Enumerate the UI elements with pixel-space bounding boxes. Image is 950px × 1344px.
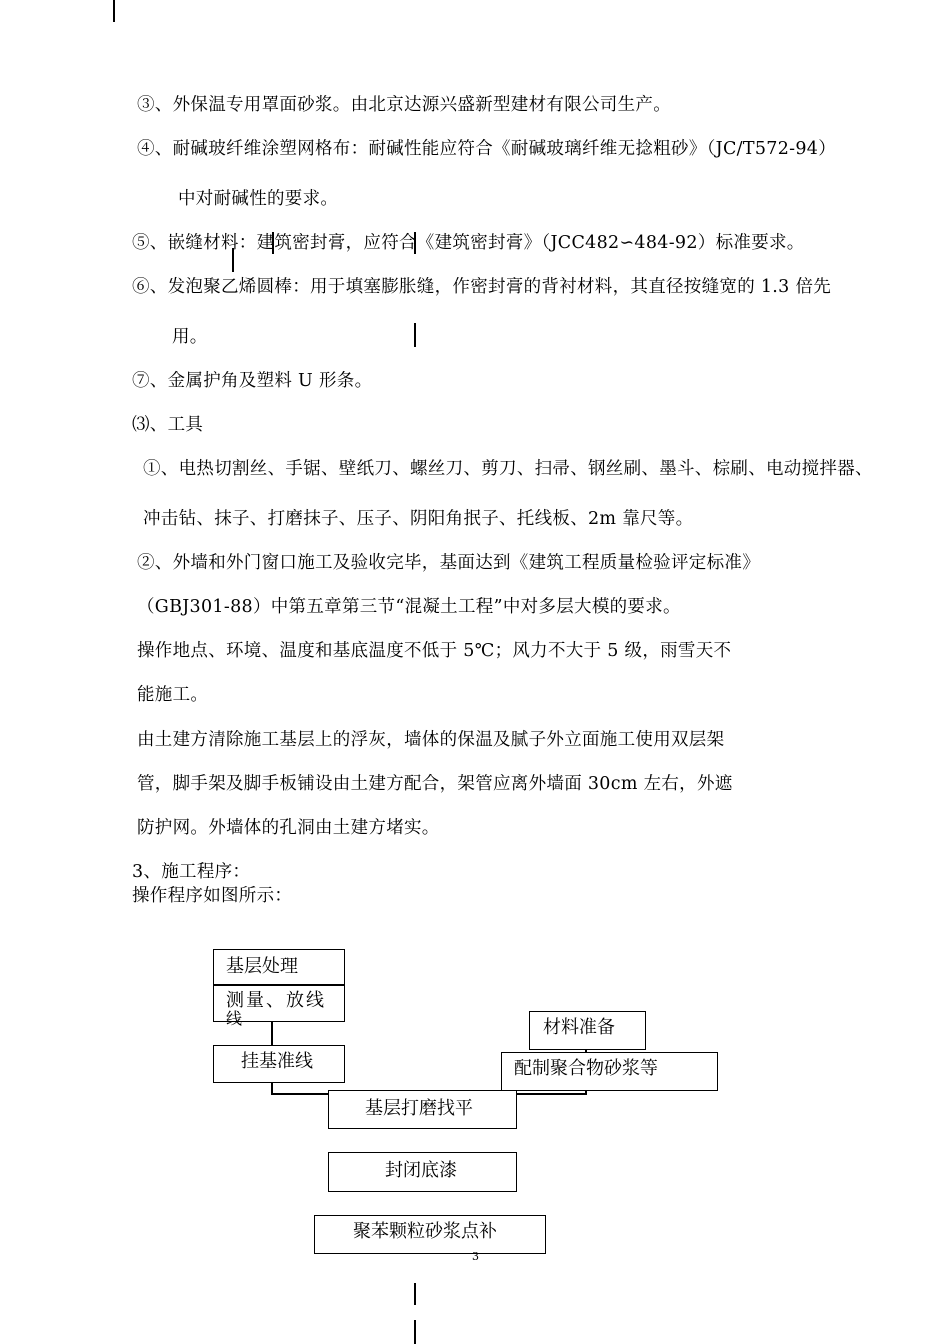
flow-box-label: 聚苯颗粒砂浆点补 (353, 1221, 497, 1242)
flow-connector (515, 1093, 587, 1095)
flow-box-grind (328, 1090, 517, 1129)
flow-box-label: 材料准备 (543, 1017, 615, 1038)
paragraph-line: 管，脚手架及脚手板铺设由土建方配合，架管应离外墙面 30cm 左右，外遮 (137, 774, 733, 794)
flow-box-label: 测量、放线 (226, 990, 326, 1011)
paragraph-line: 中对耐碱性的要求。 (178, 189, 339, 209)
paragraph-line: ③、外保温专用罩面砂浆。由北京达源兴盛新型建材有限公司生产。 (137, 95, 671, 115)
flow-box-hang-line (213, 1045, 345, 1083)
stray-rule-mark (414, 1283, 416, 1305)
flow-box-material-prep (529, 1011, 646, 1050)
flow-box-label: 挂基准线 (241, 1051, 313, 1072)
paragraph-line: 冲击钻、抹子、打磨抹子、压子、阴阳角抿子、托线板、2m 靠尺等。 (143, 509, 694, 529)
section-heading: 3、施工程序： (132, 862, 251, 882)
paragraph-line: 操作地点、环境、温度和基底温度不低于 5℃；风力不大于 5 级，雨雪天不 (137, 641, 732, 661)
flow-box-label: 配制聚合物砂浆等 (514, 1058, 658, 1079)
section-heading: ⑶、工具 (132, 415, 204, 435)
flow-box-seal-primer (328, 1152, 517, 1192)
flow-box-divider (214, 984, 344, 986)
paragraph-line: ⑦、金属护角及塑料 U 形条。 (132, 371, 373, 391)
paragraph-line: ②、外墙和外门窗口施工及验收完毕，基面达到《建筑工程质量检验评定标准》 (137, 553, 760, 573)
paragraph-line: （GBJ301-88）中第五章第三节“混凝土工程”中对多层大模的要求。 (137, 597, 681, 617)
flow-connector (271, 1021, 273, 1047)
page-edge-mark (113, 0, 115, 22)
paragraph-line: ④、耐碱玻纤维涂塑网格布：耐碱性能应符合《耐碱玻璃纤维无捻粗砂》（JC/T572-94） (137, 139, 837, 159)
stray-rule-mark (414, 1320, 416, 1344)
paragraph-line: ⑤、嵌缝材料：建筑密封膏，应符合《建筑密封膏》（JCC482∽484-92）标准要求。 (132, 233, 805, 253)
stray-rule-mark (414, 323, 416, 347)
paragraph-line: ⑥、发泡聚乙烯圆棒：用于填塞膨胀缝，作密封膏的背衬材料，其直径按缝宽的 1.3 倍先 (132, 277, 832, 297)
flow-box-patch (314, 1215, 546, 1254)
paragraph-line: 操作程序如图所示： (132, 886, 293, 906)
flow-box-base-treatment (213, 949, 345, 1028)
page-number: 3 (472, 1250, 479, 1263)
paragraph-line: 用。 (172, 327, 208, 347)
flow-box-mix-mortar (501, 1052, 718, 1091)
paragraph-line: 由土建方清除施工基层上的浮灰，墙体的保温及腻子外立面施工使用双层架 (137, 730, 725, 750)
paragraph-line: 能施工。 (137, 685, 209, 705)
paragraph-line: ①、电热切割丝、手锯、壁纸刀、螺丝刀、剪刀、扫帚、钢丝刷、墨斗、棕刷、电动搅拌器、 (143, 459, 873, 479)
flow-box-label: 基层处理 (226, 956, 298, 977)
flow-box-label: 基层打磨找平 (365, 1098, 473, 1119)
flow-box-label: 封闭底漆 (385, 1160, 457, 1181)
flow-box-label-overflow: 线 (226, 1009, 243, 1028)
flow-connector (271, 1093, 329, 1095)
paragraph-line: 防护网。外墙体的孔洞由土建方堵实。 (137, 818, 440, 838)
